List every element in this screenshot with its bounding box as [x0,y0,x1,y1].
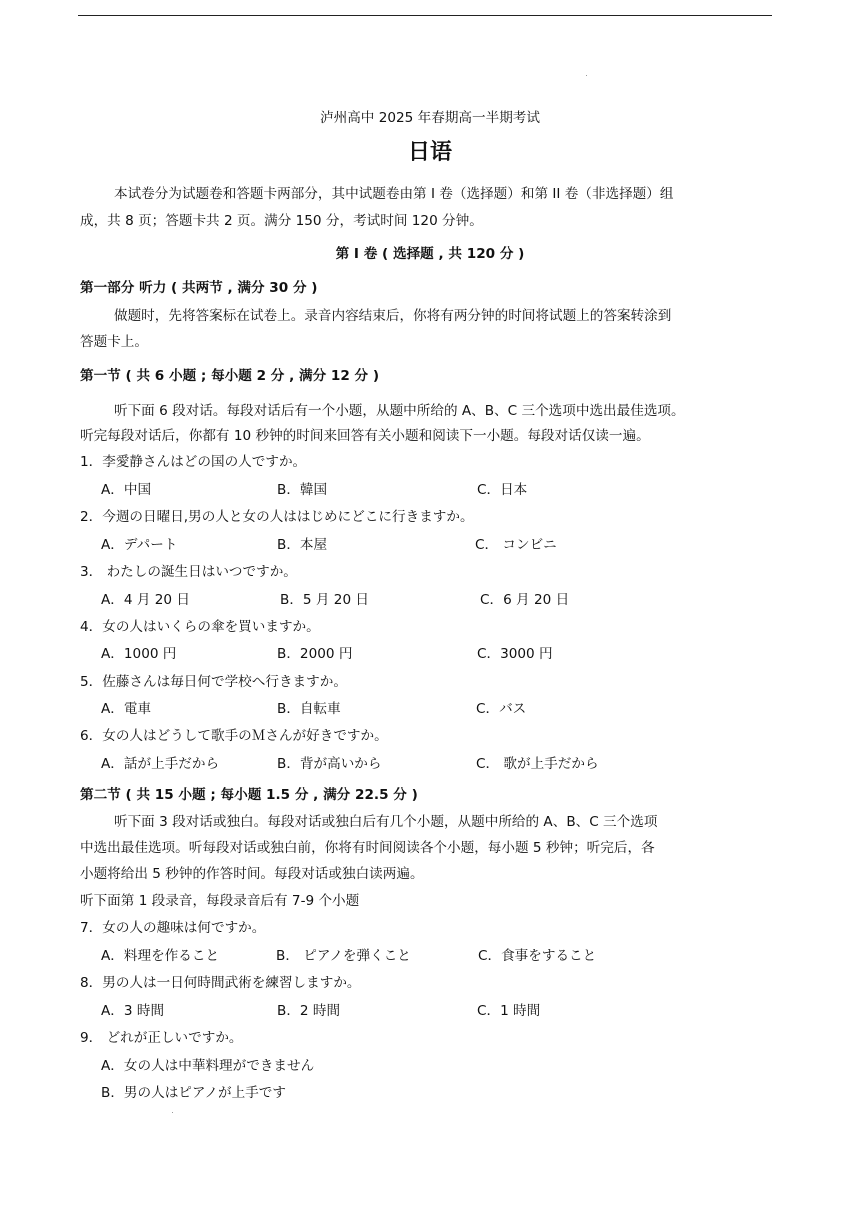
question-2: 2．今週の日曜日,男の人と女の人ははじめにどこに行きますか。 [80,509,474,525]
section2-title: 第二节 ( 共 15 小题 ; 每小题 1.5 分 , 满分 22.5 分 ) [80,787,418,803]
question-7: 7．女の人の趣味は何ですか。 [80,920,266,936]
question-3: 3． わたしの誕生日はいつですか。 [80,564,297,580]
intro-line-2: 成，共 8 页；答题卡共 2 页。满分 150 分，考试时间 120 分钟。 [80,213,483,229]
intro-line-1: 本试卷分为试题卷和答题卡两部分，其中试题卷由第 I 卷（选择题）和第 II 卷（非选择题）组 [114,186,674,202]
q9-option-b: B．男の人はピアノが上手です [101,1085,286,1101]
q8-option-c: C．1 時間 [477,1003,541,1019]
q5-option-c: C．バス [476,701,527,717]
section2-instruction-3: 小题将给出 5 秒钟的作答时间。每段对话或独白读两遍。 [80,866,424,882]
segment-note: 听下面第 1 段录音，每段录音后有 7-9 个小题 [80,893,360,909]
part1-title: 第一部分 听力 ( 共两节 , 满分 30 分 ) [80,280,318,296]
section1-instruction-1: 听下面 6 段对话。每段对话后有一个小题，从题中所给的 A、B、C 三个选项中选出最佳选项。 [114,403,685,419]
q3-option-c: C．6 月 20 日 [480,592,570,608]
q8-option-a: A．3 時間 [101,1003,165,1019]
q6-option-b: B．背が高いから [277,756,382,772]
q4-option-c: C．3000 円 [477,646,553,662]
section1-instruction-2: 听完每段对话后，你都有 10 秒钟的时间来回答有关小题和阅读下一小题。每段对话仅读一遍。 [80,428,650,444]
question-5: 5．佐藤さんは毎日何で学校へ行きますか。 [80,674,347,690]
q9-option-a: A．女の人は中華料理ができません [101,1058,315,1074]
top-rule [78,15,772,16]
q3-option-a: A．4 月 20 日 [101,592,190,608]
question-4: 4．女の人はいくらの傘を買いますか。 [80,619,320,635]
q6-option-a: A．話が上手だから [101,756,220,772]
q1-option-a: A．中国 [101,482,152,498]
question-9: 9． どれが正しいですか。 [80,1030,243,1046]
q4-option-b: B．2000 円 [277,646,353,662]
scan-dot [586,75,587,76]
subject-title: 日语 [407,140,452,165]
q2-option-a: A．デパート [101,537,178,553]
q7-option-b: B． ピアノを弾くこと [276,948,411,964]
scan-dot [172,1112,173,1113]
q7-option-a: A．料理を作ること [101,948,220,964]
section1-title: 第一节 ( 共 6 小题 ; 每小题 2 分 , 满分 12 分 ) [80,368,380,384]
question-1: 1．李愛静さんはどの国の人ですか。 [80,454,307,470]
q4-option-a: A．1000 円 [101,646,177,662]
q6-option-c: C． 歌が上手だから [476,756,599,772]
q1-option-c: C．日本 [477,482,528,498]
section2-instruction-1: 听下面 3 段对话或独白。每段对话或独白后有几个小题，从题中所给的 A、B、C 三个选项 [114,814,658,830]
part1-instruction-2: 答题卡上。 [80,334,148,350]
q5-option-a: A．電車 [101,701,152,717]
question-8: 8．男の人は一日何時間武術を練習しますか。 [80,975,361,991]
q5-option-b: B．自転車 [277,701,341,717]
q7-option-c: C．食事をすること [478,948,597,964]
q2-option-b: B．本屋 [277,537,328,553]
q8-option-b: B．2 時間 [277,1003,341,1019]
question-6: 6．女の人はどうして歌手のＭさんが好きですか。 [80,728,388,744]
q2-option-c: C． コンビニ [475,537,557,553]
section2-instruction-2: 中选出最佳选项。听每段对话或独白前，你将有时间阅读各个小题，每小题 5 秒钟；听完后，各 [80,840,655,856]
part1-instruction-1: 做题时，先将答案标在试卷上。录音内容结束后，你将有两分钟的时间将试题上的答案转涂到 [114,308,672,324]
volume-title: 第 I 卷 ( 选择题 , 共 120 分 ) [335,246,525,262]
q3-option-b: B．5 月 20 日 [280,592,370,608]
q1-option-b: B．韓国 [277,482,328,498]
exam-title: 泸州高中 2025 年春期高一半期考试 [320,110,540,126]
